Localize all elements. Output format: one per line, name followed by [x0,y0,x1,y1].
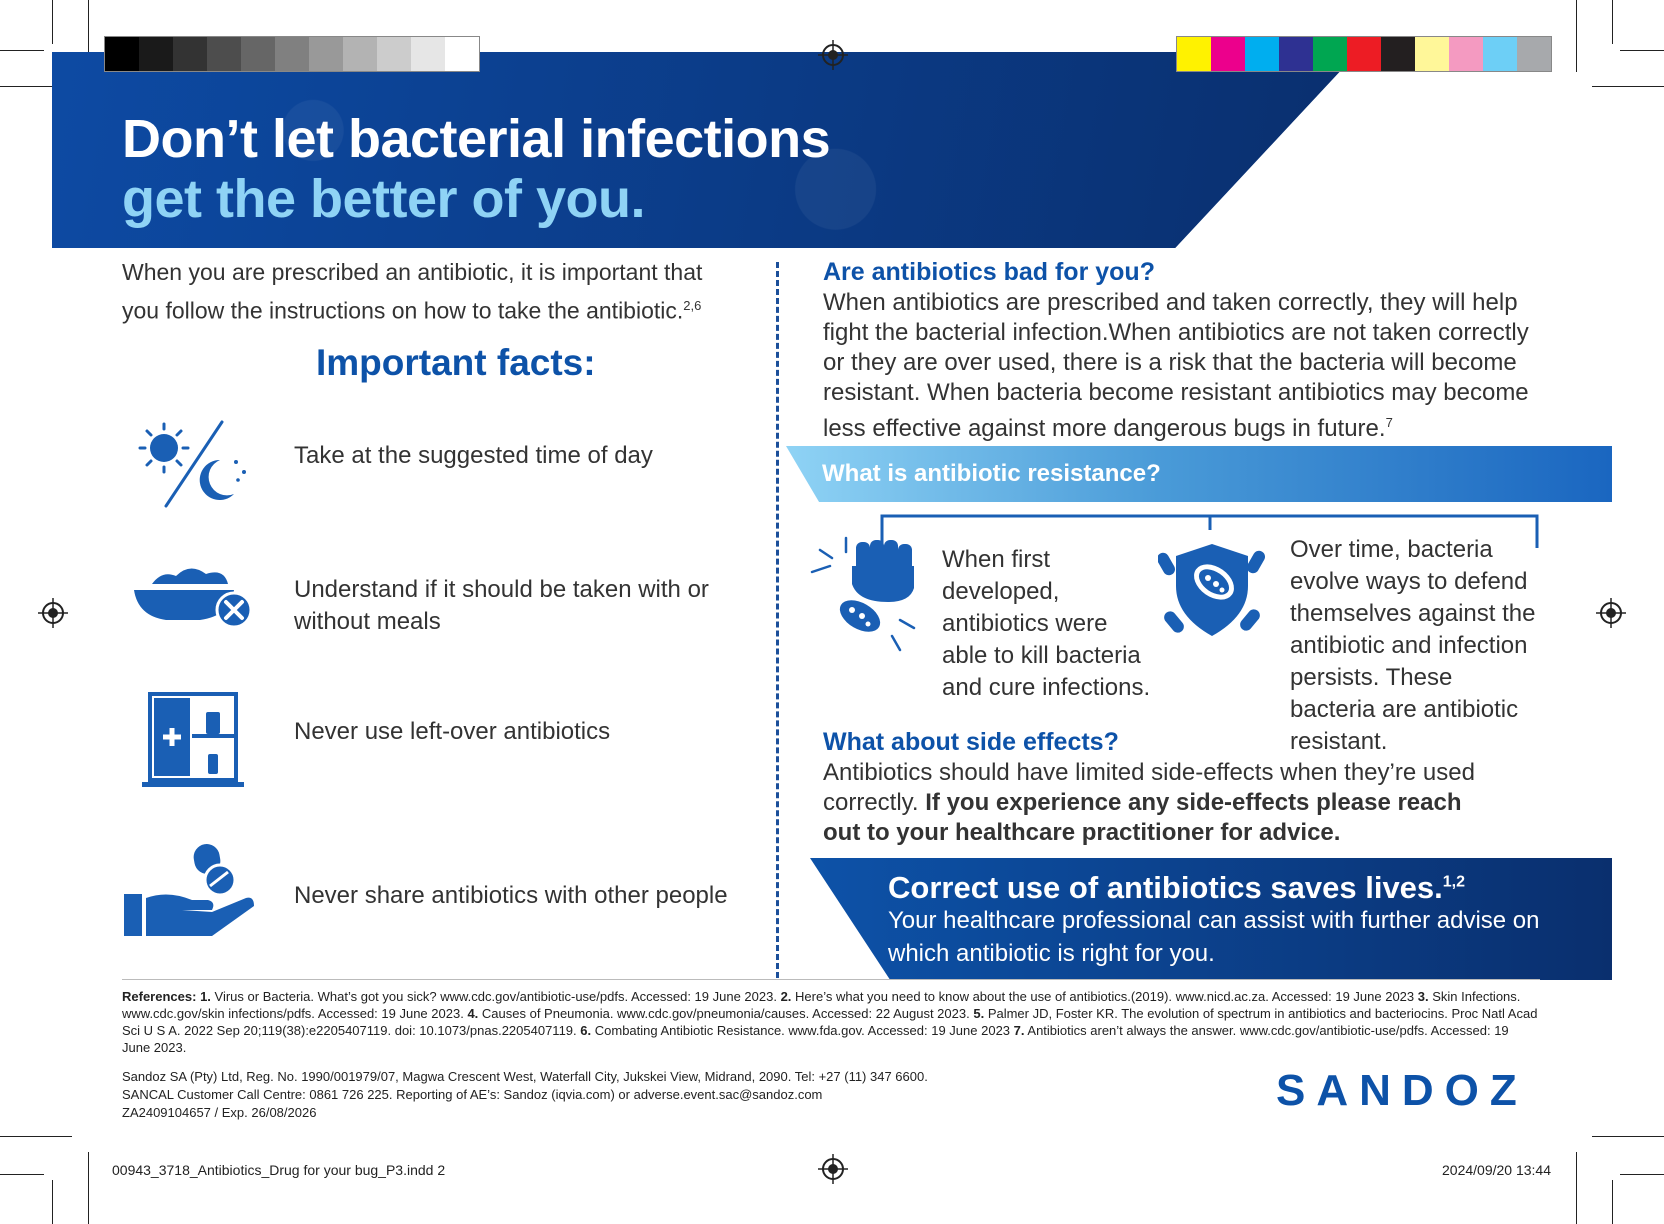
process-color-swatch [1381,37,1415,71]
reference-number: 3. [1417,989,1429,1004]
gray-swatch [445,37,479,71]
company-line-2: SANCAL Customer Call Centre: 0861 726 225. Reporting of AE’s: Sandoz (iqvia.com) or adverse.event.sac@sandoz.com [122,1087,823,1102]
sandoz-logo: SANDOZ [1276,1066,1528,1115]
print-datetime: 2024/09/20 13:44 [1442,1162,1551,1178]
medicine-cabinet-icon [142,692,246,790]
process-color-swatch [1347,37,1381,71]
reference-text: Combating Antibiotic Resistance. www.fda.gov. Accessed: 19 June 2023 [594,1023,1011,1038]
process-color-swatch [1177,37,1211,71]
process-color-swatch [1449,37,1483,71]
gray-swatch [173,37,207,71]
shield-bacteria-icon [1158,540,1268,640]
intro-text: When you are prescribed an antibiotic, it is important that you follow the instructions on how to take the antibiotic. [122,259,703,324]
gray-swatch [309,37,343,71]
reference-number: 1. [200,989,211,1004]
print-filename: 00943_3718_Antibiotics_Drug for your bug_P3.indd 2 [112,1162,446,1178]
bad-for-you-body: When antibiotics are prescribed and taken correctly, they will help fight the bacterial infection.When antibiotics are not taken correctly or they are over used, there is a risk that the bacteria will become resistant. When bacteria become resistant antibiotics may become less effective against more dangerous bugs in future. [823,289,1529,442]
reference-text: Here’s what you need to know about the use of antibiotics.(2019). www.nicd.ac.za. Accessed: 19 June 2023 [795,989,1415,1004]
side-effects-body: Antibiotics should have limited side-effects when they’re used correctly. [823,759,1475,816]
resistance-right-text: Over time, bacteria evolve ways to defend themselves against the antibiotic and infection persists. These bacteria are antibiotic resistant. [1290,536,1536,755]
gray-swatch [241,37,275,71]
gray-swatch [207,37,241,71]
fact-text-4: Never share antibiotics with other people [294,882,728,909]
gray-swatch [411,37,445,71]
company-line-3: ZA2409104657 / Exp. 26/08/2026 [122,1105,317,1120]
reference-number: 2. [780,989,792,1004]
reference-text: Skin Infections. www.cdc.gov/skin infections/pdfs. Accessed: 19 June 2023. [122,989,1521,1021]
process-color-swatch [1415,37,1449,71]
fact-text-3: Never use left-over antibiotics [294,718,611,745]
footer-rule [122,979,1540,980]
process-color-swatch [1313,37,1347,71]
gray-swatch [139,37,173,71]
references [122,988,1540,1056]
column-divider [776,262,779,978]
bad-for-you-text [823,288,1543,444]
bad-for-you-citation: 7 [1385,415,1393,430]
side-effects-text [823,758,1503,848]
reference-text: Antibiotics aren’t always the answer. www.cdc.gov/antibiotic-use/pdfs. Accessed: 19 June 2023. [122,1023,1509,1055]
saves-lives-title [888,870,1465,906]
intro-citation: 2,6 [683,298,702,313]
gray-swatch [377,37,411,71]
reference-number: 4. [467,1006,479,1021]
hand-pills-icon [122,842,262,942]
registration-mark-icon [818,1154,848,1184]
reference-number: 6. [580,1023,592,1038]
bad-for-you-heading: Are antibiotics bad for you? [823,258,1155,286]
reference-number: 7. [1013,1023,1025,1038]
process-color-bar [1176,36,1552,72]
reference-text: Causes of Pneumonia. www.cdc.gov/pneumonia/causes. Accessed: 22 August 2023. [481,1006,970,1021]
registration-mark-icon [38,598,68,628]
gray-swatch [275,37,309,71]
process-color-swatch [1279,37,1313,71]
intro-paragraph [122,256,742,328]
company-line-1: Sandoz SA (Pty) Ltd, Reg. No. 1990/001979/07, Magwa Crescent West, Waterfall City, Jukskei View, Midrand, 2090. Tel: +27 (11) 347 6600. [122,1069,928,1084]
resistance-left-text: When first developed, antibiotics were able to kill bacteria and cure infections. [942,546,1151,701]
side-effects-bold: If you experience any side-effects please reach out to your healthcare practitioner for advice. [823,789,1462,846]
saves-lives-citation: 1,2 [1442,873,1466,891]
process-color-swatch [1211,37,1245,71]
process-color-swatch [1483,37,1517,71]
gray-color-bar [104,36,480,72]
fist-bacteria-icon [808,536,926,656]
references-label: References: [122,989,197,1004]
gray-swatch [105,37,139,71]
gray-swatch [343,37,377,71]
company-details [122,1068,1022,1122]
registration-mark-icon [818,40,848,70]
reference-text: Palmer JD, Foster KR. The evolution of spectrum in antibiotics and bacteriocins. Proc Natl Acad Sci U S A. 2022 Sep 20;119(38):e2205407119. doi: 10.1073/pnas.2205407119. [122,1006,1538,1038]
reference-text: Virus or Bacteria. What’s got you sick? www.cdc.gov/antibiotic-use/pdfs. Accessed: 19 June 2023. [214,989,777,1004]
side-effects-heading: What about side effects? [823,728,1119,756]
sun-moon-icon [134,420,254,510]
title-line-1: Don’t let bacterial infections [122,109,831,169]
process-color-swatch [1245,37,1279,71]
process-color-swatch [1517,37,1551,71]
fact-text-2: Understand if it should be taken with or without meals [294,576,709,635]
registration-mark-icon [1596,598,1626,628]
saves-lives-text: Your healthcare professional can assist with further advise on which antibiotic is right for you. [888,907,1540,967]
meal-bowl-icon [132,562,254,632]
saves-lives-title-text: Correct use of antibiotics saves lives. [888,870,1443,905]
reference-number: 5. [973,1006,985,1021]
fact-text-1: Take at the suggested time of day [294,442,653,469]
title-line-2: get the better of you. [122,169,646,229]
resistance-heading: What is antibiotic resistance? [822,460,1161,487]
important-facts-heading: Important facts: [316,342,596,383]
